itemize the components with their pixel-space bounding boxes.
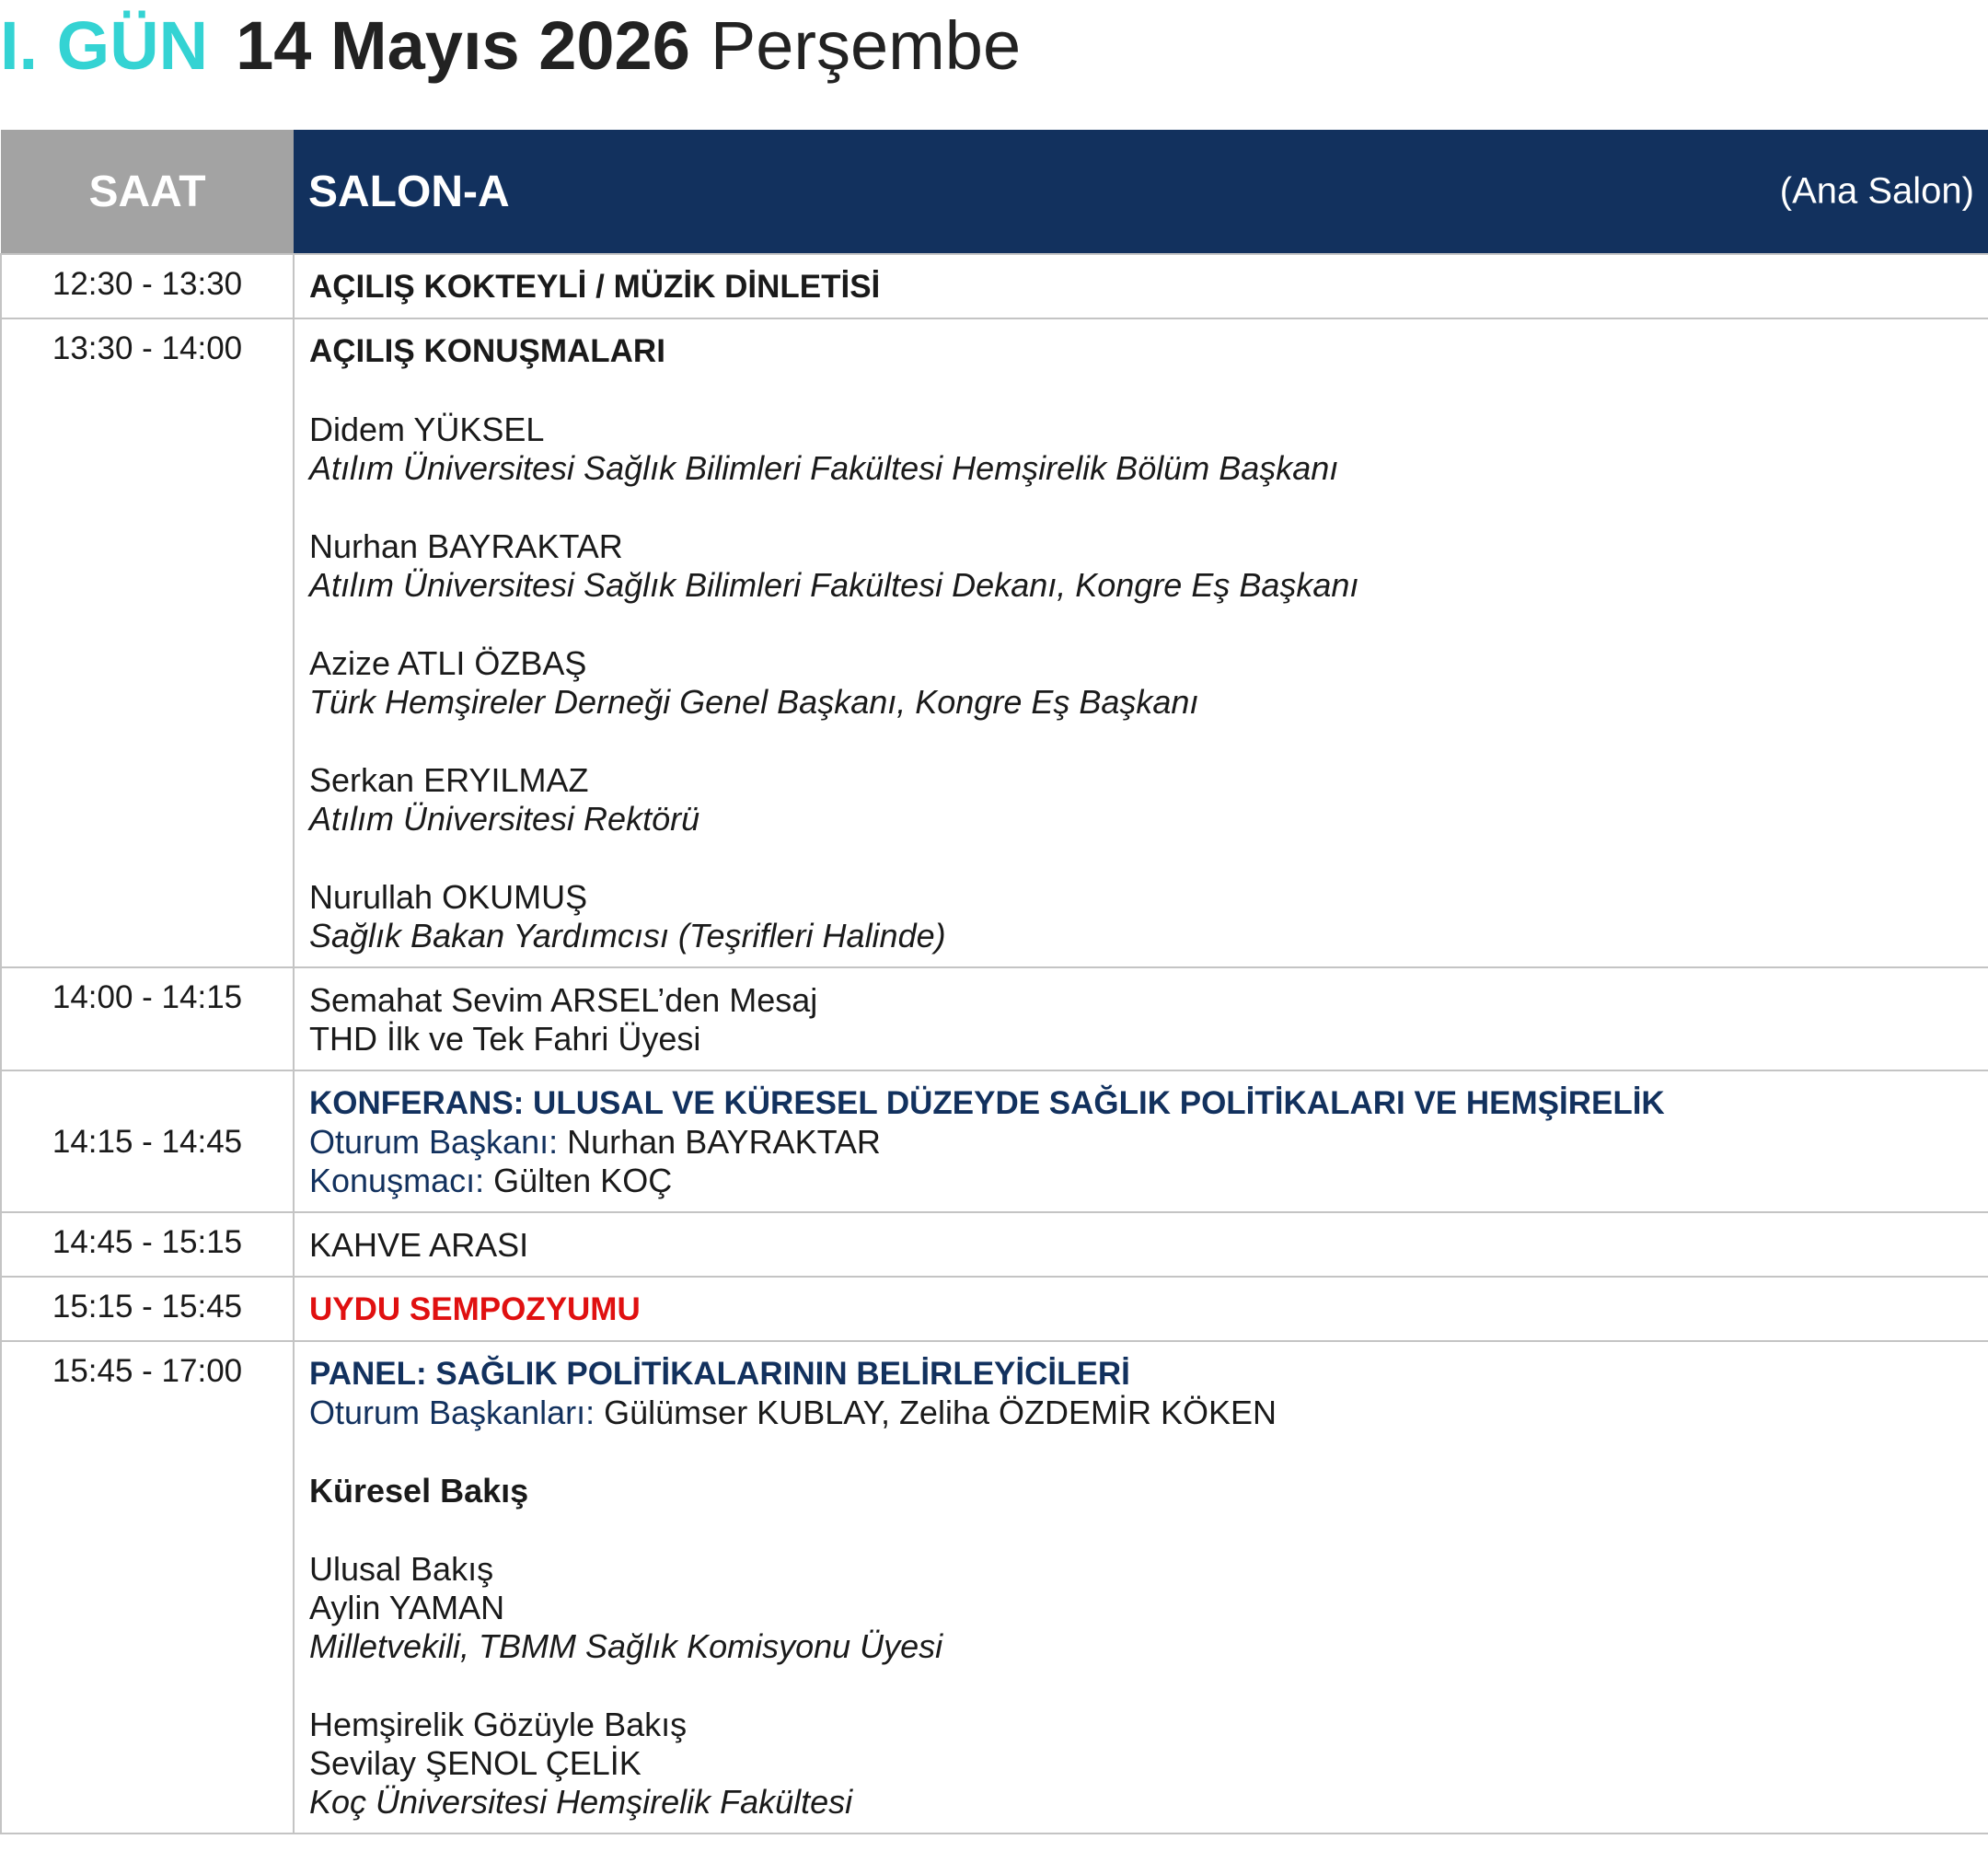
speaker-name: Didem YÜKSEL (309, 411, 545, 448)
table-row (1, 1070, 1988, 1212)
session-title: AÇILIŞ KOKTEYLİ / MÜZİK DİNLETİSİ (309, 269, 881, 305)
table-row (1, 967, 1988, 1070)
day-label: I. GÜN (0, 7, 209, 84)
session-body (294, 967, 1988, 1070)
table-row (1, 254, 1988, 318)
section-heading: Ulusal Bakış (309, 1550, 494, 1588)
table-row (1, 1277, 1988, 1341)
session-time: 15:15 - 15:45 (1, 1277, 294, 1341)
session-time: 15:45 - 17:00 (1, 1341, 294, 1834)
session-title: KONFERANS: ULUSAL VE KÜRESEL DÜZEYDE SAĞLIK POLİTİKALARI VE HEMŞİRELİK (309, 1085, 1665, 1121)
speaker-name: Azize ATLI ÖZBAŞ (309, 644, 587, 682)
table-header-row (1, 130, 1988, 254)
weekday-label: Perşembe (710, 7, 1022, 84)
session-time: 14:15 - 14:45 (1, 1070, 294, 1212)
session-title: UYDU SEMPOZYUMU (309, 1291, 641, 1327)
session-time: 12:30 - 13:30 (1, 254, 294, 318)
speaker-role: Türk Hemşireler Derneği Genel Başkanı, Kongre Eş Başkanı (309, 683, 1199, 721)
hall-name: SALON-A (308, 167, 510, 216)
session-chair (309, 1123, 1973, 1162)
speaker-name: Nurullah OKUMUŞ (309, 878, 588, 916)
date-label: 14 Mayıs 2026 (236, 7, 690, 84)
section-heading: Küresel Bakış (309, 1472, 529, 1510)
time-column-header: SAAT (1, 130, 294, 254)
chair-name: Gülümser KUBLAY, Zeliha ÖZDEMİR KÖKEN (604, 1394, 1277, 1431)
table-row (1, 1212, 1988, 1277)
session-subtitle: THD İlk ve Tek Fahri Üyesi (309, 1020, 701, 1058)
speaker-name: Sevilay ŞENOL ÇELİK (309, 1744, 641, 1782)
session-title: Semahat Sevim ARSEL’den Mesaj (309, 981, 818, 1019)
session-time: 14:00 - 14:15 (1, 967, 294, 1070)
session-chair (309, 1394, 1973, 1432)
session-time: 13:30 - 14:00 (1, 318, 294, 967)
speaker-role: Sağlık Bakan Yardımcısı (Teşrifleri Halinde) (309, 917, 946, 954)
page-title (0, 0, 1021, 92)
session-title: AÇILIŞ KONUŞMALARI (309, 333, 665, 369)
hall-column-header (294, 130, 1988, 254)
speaker-role: Atılım Üniversitesi Sağlık Bilimleri Fakültesi Hemşirelik Bölüm Başkanı (309, 449, 1339, 487)
chair-label: Oturum Başkanları: (309, 1394, 595, 1431)
program-table (0, 130, 1988, 1834)
speaker-role: Koç Üniversitesi Hemşirelik Fakültesi (309, 1783, 853, 1821)
speaker-name: Nurhan BAYRAKTAR (309, 527, 623, 565)
speaker-role: Atılım Üniversitesi Sağlık Bilimleri Fakültesi Dekanı, Kongre Eş Başkanı (309, 566, 1359, 604)
session-body (294, 254, 1988, 318)
table-row (1, 318, 1988, 967)
chair-name: Nurhan BAYRAKTAR (567, 1123, 881, 1161)
session-time: 14:45 - 15:15 (1, 1212, 294, 1277)
session-body (294, 1070, 1988, 1212)
session-body (294, 1277, 1988, 1341)
chair-label: Oturum Başkanı: (309, 1123, 559, 1161)
session-title: PANEL: SAĞLIK POLİTİKALARININ BELİRLEYİCİLERİ (309, 1356, 1130, 1392)
hall-note: (Ana Salon) (1779, 170, 1974, 212)
session-speaker (309, 1162, 1973, 1200)
table-row (1, 1341, 1988, 1834)
speaker-name: Gülten KOÇ (493, 1162, 673, 1199)
speaker-label: Konuşmacı: (309, 1162, 485, 1199)
speaker-role: Milletvekili, TBMM Sağlık Komisyonu Üyesi (309, 1627, 943, 1665)
speaker-name: Serkan ERYILMAZ (309, 761, 589, 799)
speaker-name: Aylin YAMAN (309, 1589, 505, 1626)
session-body (294, 1341, 1988, 1834)
session-body (294, 1212, 1988, 1277)
section-heading: Hemşirelik Gözüyle Bakış (309, 1706, 688, 1743)
session-title: KAHVE ARASI (309, 1226, 529, 1264)
speaker-role: Atılım Üniversitesi Rektörü (309, 800, 700, 838)
session-body (294, 318, 1988, 967)
